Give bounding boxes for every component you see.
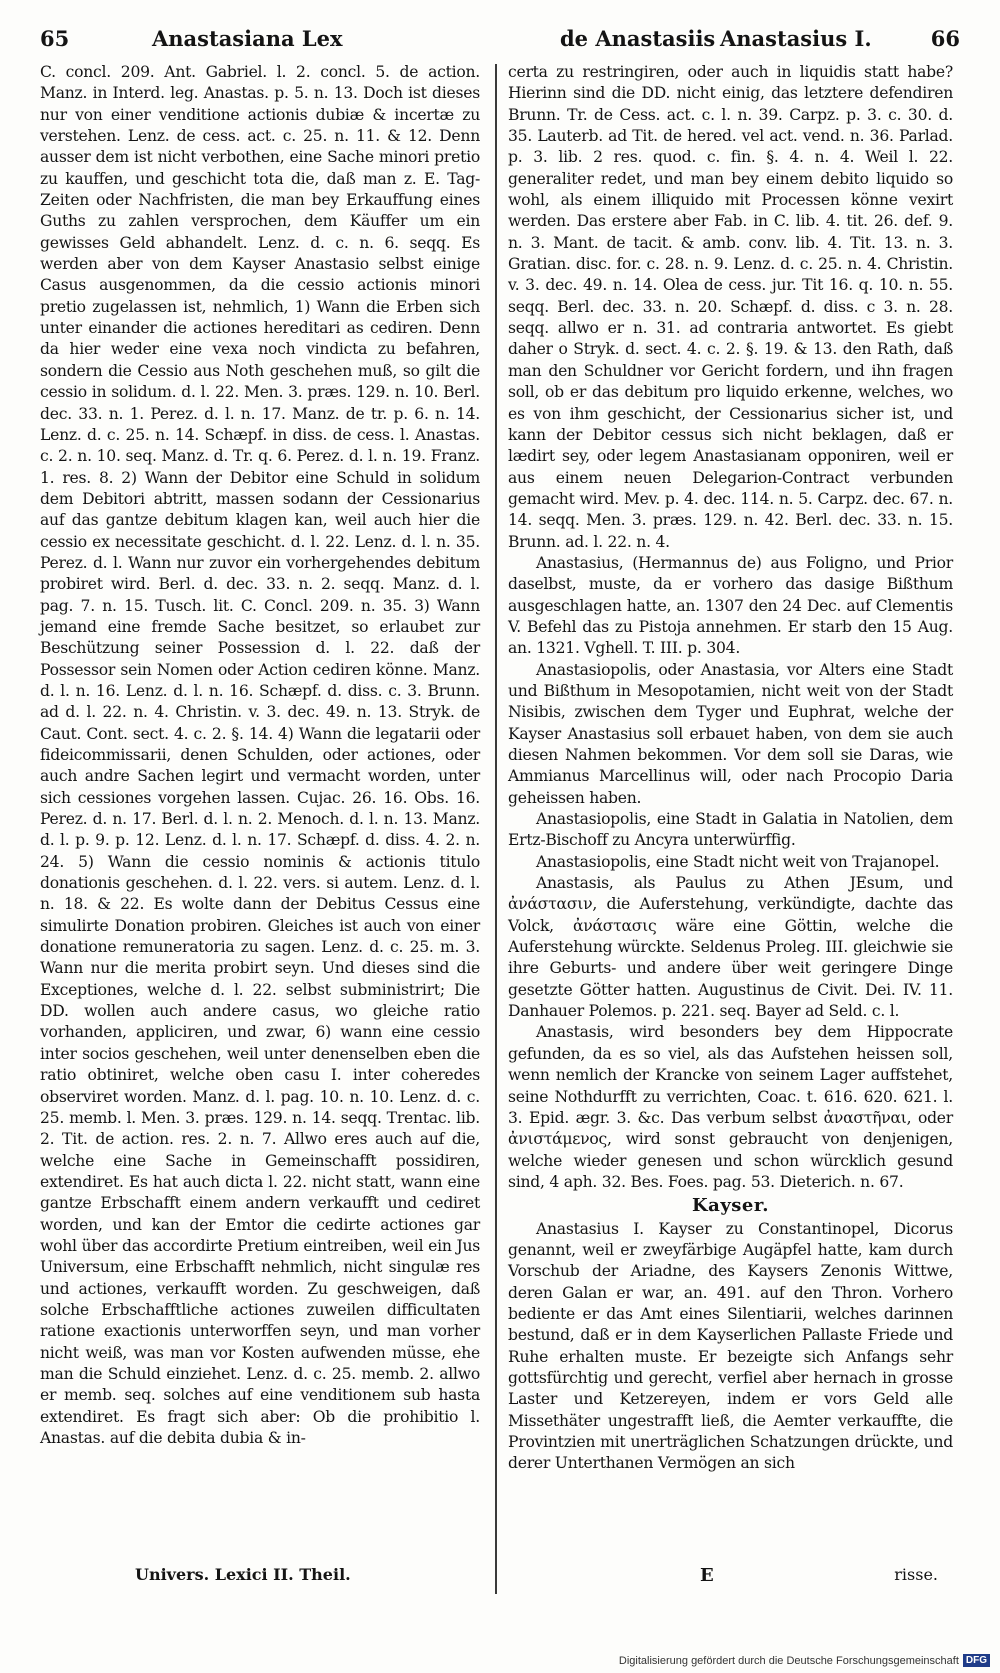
entry-anastasis-paulus: Anastasis, als Paulus zu Athen JEsum, und ἀνάστασιν, die Auferstehung, verkündigte, dachte das Volck, ἀνάστασις wäre eine Göttin, welche die Auferstehung würckte. Seldenus Proleg. III. gleichwie sie ihre Geburts- und andere über weit geringere Dinge gesetzte Götter hatten. Augustinus de Civit. Dei. IV. 11. Danhauer Polemos. p. 221. seq. Bayer ad Seld. c. l. [508,874,953,1021]
left-column [40,62,480,1449]
column-divider [495,64,497,1594]
running-title-left: Anastasiana Lex [152,26,343,51]
entry-anastasiopolis-trajanopel: Anastasiopolis, eine Stadt nicht weit von Trajanopel. [536,852,940,871]
page-number-right: 66 [930,26,960,51]
digitization-footer [619,1654,990,1667]
catchword: risse. [894,1565,938,1584]
running-title-center: de Anastasiis [560,26,716,51]
entry-anastasius-hermannus: Anastasius, (Hermannus de) aus Foligno, und Prior daselbst, muste, da er vorhero das dasige Bißthum ausgeschlagen hatte, an. 1307 den 24 Dec. auf Clementis V. Befehl das zu Pistoja annehmen. Er starb den 15 Aug. an. 1321. Vghell. T. III. p. 304. [508,553,953,658]
entry-anastasiopolis-galatia: Anastasiopolis, eine Stadt in Galatia in Natolien, dem Ertz-Bischoff zu Ancyra unterwürffig. [508,810,953,850]
entry-anastasis-hippocrates: Anastasis, wird besonders bey dem Hippocrate gefunden, da es so viel, als das Aufstehen heissen soll, wenn nemlich der Krancke von seinem Lager auffstehet, seine Nothdurfft zu verrichten, Coac. t. 616. 620. 621. l. 3. Epid. ægr. 3. &c. Das verbum selbst ἀναστῆναι, oder ἀνιστάμενος, wird sonst gebraucht von denjenigen, welche wieder genesen und schon würcklich gesund sind, 4 aph. 32. Bes. Foes. pag. 53. Dieterich. n. 67. [508,1023,953,1191]
entry-anastasiopolis-mesopotamia: Anastasiopolis, oder Anastasia, vor Alters eine Stadt und Bißthum in Mesopotamien, nicht weit von der Stadt Nisibis, zwischen dem Tyger und Euphrat, welche der Kayser Anastasius soll erbauet haben, von dem sie auch diesen Nahmen bekommen. Vor dem soll sie Daras, wie Ammianus Marcellinus will, oder nach Procopio Daria geheissen haben. [508,660,953,807]
right-column [508,62,953,1475]
paragraph: C. concl. 209. Ant. Gabriel. l. 2. concl. 5. de action. Manz. in Interd. leg. Anastas. p. 5. n. 13. Doch ist dieses nur von einer venditione actionis dubiæ & incertæ zu verstehen. Lenz. de cess. act. c. 25. n. 11. & 12. Denn ausser dem ist nicht verbothen, eine Sache minori pretio zu kauffen, und geschicht tota die, daß man z. E. Tag-Zeiten oder Nachfristen, die man bey Erkauffung eines Guths zu zahlen versprochen, dem Käuffer um ein gewisses Geld abhandelt. Lenz. d. c. n. 6. seqq. Es werden aber von dem Kayser Anastasio selbst einige Casus ausgenommen, da die cessio actionis minori pretio zugelassen ist, nehmlich, 1) Wann die Erben sich unter einander die actiones hereditari as cediren. Denn da hier weder eine vexa noch vindicta zu befahren, sondern die Cessio aus Noth geschehen muß, so gilt die cessio in solidum. d. l. 22. Men. 3. præs. 129. n. 10. Berl. dec. 33. n. 1. Perez. d. l. n. 17. Manz. de tr. p. 6. n. 14. Lenz. d. c. 25. n. 14. Schæpf. in diss. de cess. l. Anastas. c. 2. n. 10. seq. Manz. d. Tr. q. 6. Perez. d. l. n. 19. Franz. 1. res. 8. 2) Wann der Debitor eine Schuld in solidum dem Debitori abtritt, massen sodann der Cessionarius auf das gantze debitum klagen kan, weil auch hier die cessio ex necessitate geschicht. d. l. 22. Lenz. d. l. n. 35. Perez. d. l. Wann nur zuvor ein vorhergehendes debitum probiret wird. Berl. d. dec. 33. n. 2. seqq. Manz. d. l. pag. 7. n. 15. Tusch. lit. C. Concl. 209. n. 35. 3) Wann jemand eine fremde Sache besitzet, so erlaubet zur Beschützung seiner Possession d. l. 22. daß der Possessor sein Nomen oder Action cediren könne. Manz. d. l. n. 16. Lenz. d. l. n. 16. Schæpf. d. diss. c. 3. Brunn. ad d. l. 22. n. 4. Christin. v. 3. dec. 49. n. 13. Stryk. de Caut. Cont. sect. 4. c. 2. §. 14. 4) Wann die legatarii oder fideicommissarii, denen Schulden, oder actiones, oder auch andre Sachen legirt und vermacht worden, unter sich cessiones vorgehen lassen. Cujac. 26. 16. Obs. 16. Perez. d. n. 17. Berl. d. l. n. 2. Menoch. d. l. n. 13. Manz. d. l. p. 9. p. 12. Lenz. d. l. n. 17. Schæpf. d. diss. 4. 2. n. 24. 5) Wann die cessio nominis & actionis titulo donationis geschehen. d. l. 22. vers. si autem. Lenz. d. l. n. 18. & 22. Es wolte dann der Debitus Cessus eine simulirte Donation probiren. Gleiches ist auch von einer donatione remuneratoria zu sagen. Lenz. d. c. 25. m. 3. Wann nur die merita probirt seyn. Und dieses sind die Exceptiones, welche d. l. 22. selbst subministrirt; Die DD. wollen auch andere casus, wo gleiche ratio vorhanden, appliciren, und zwar, 6) wann eine cessio inter socios geschehen, weil unter denenselben eben die ratio obtiniret, welche oben casu I. inter coheredes observiret worden. Manz. d. l. pag. 10. n. 10. Lenz. d. c. 25. memb. l. Men. 3. præs. 129. n. 14. seqq. Trentac. lib. 2. Tit. de action. res. 2. n. 7. Allwo eres auch auf die, welche eine Sache in Gemeinschafft possidiren, extendiret. Es hat auch dicta l. 22. nicht statt, wann eine gantze Erbschafft einem andern verkaufft und cediret worden, und kan der Emtor die cedirte actiones gar wohl über das accordirte Pretium eintreiben, weil ein Jus Universum, eine Erbschafft nehmlich, nicht singulæ res und actiones, verkaufft worden. Zu geschweigen, daß solche Erbschafftliche actiones zuweilen difficultaten ratione exactionis unterworffen seyn, und man vorher nicht weiß, was man vor Kosten aufwenden müsse, ehe man die Schuld einziehet. Lenz. d. c. 25. memb. 2. allwo er memb. seq. solches auf eine venditionem sub hasta extendiret. Es fragt sich aber: Ob die prohibitio l. Anastas. auf die debita dubia & in- [40,63,480,1447]
entry-anastasius-i: Anastasius I. Kayser zu Constantinopel, Dicorus genannt, weil er zweyfärbige Augäpfel hatte, kam durch Vorschub der Ariadne, des Kaysers Zenonis Wittwe, deren Galan er war, an. 491. auf den Thron. Vorhero bediente er das Amt eines Silentiarii, welches darinnen bestund, daß er in dem Kayserlichen Pallaste Friede und Ruhe erhalten muste. Er bezeigte sich Anfangs sehr gottsfürchtig und gerecht, verfiel aber hernach in grosse Laster und Ketzereyen, indem er vors Geld alle Missethäter ungestrafft ließ, die Aemter verkauffte, die Provintzien mit unerträglichen Schatzungen drückte, und derer Unterthanen Vermögen an sich [508,1219,953,1473]
paragraph: certa zu restringiren, oder auch in liquidis statt habe? Hierinn sind die DD. nicht einig, das letztere defendiren Brunn. Tr. de Cess. act. c. l. n. 39. Carpz. p. 3. c. 30. d. 35. Lauterb. ad Tit. de hered. vel act. vend. n. 36. Parlad. p. 3. lib. 2 res. quod. c. fin. §. 4. n. 4. Weil l. 22. generaliter redet, und man bey einem debito liquido so wohl, als einem illiquido mit Processen könne vexirt werden. Das erstere aber Fab. in C. lib. 4. tit. 26. def. 9. n. 3. Mant. de tacit. & amb. conv. lib. 4. Tit. 13. n. 3. Gratian. disc. for. c. 28. n. 9. Lenz. d. c. 25. n. 4. Christin. v. 3. dec. 49. n. 14. Olea de cess. jur. Tit 16. q. 10. n. 55. seqq. Berl. dec. 33. n. 20. Schæpf. d. diss. c 3. n. 28. seqq. allwo er n. 31. ad contraria antwortet. Es giebt daher o Stryk. d. sect. 4. c. 2. §. 19. & 13. den Rath, daß man den Schuldner vor Gericht fordern, und ihn fragen soll, ob er das debitum pro liquido erkenne, welches, wo es von ihm geschicht, der Cessionarius sicher ist, und kann der Debitor cessus sich nicht beklagen, daß er lædirt sey, oder legem Anastasianam opponiren, weil er aus einem neuen Delegarion-Contract verbunden gemacht wird. Mev. p. 4. dec. 114. n. 5. Carpz. dec. 67. n. 14. seqq. Men. 3. præs. 129. n. 42. Berl. dec. 33. n. 15. Brunn. ad. l. 22. n. 4. [508,63,953,551]
page-number-left: 65 [40,26,70,51]
running-title-right: Anastasius I. [720,26,872,51]
section-heading: Kayser. [692,1195,769,1217]
dfg-logo: DFG [963,1654,990,1667]
page-header [40,20,960,60]
signature-mark: E [700,1565,714,1586]
digitization-credit: Digitalisierung gefördert durch die Deutsche Forschungsgemeinschaft [618,1654,959,1667]
signature-line: Univers. Lexici II. Theil. [135,1565,351,1584]
